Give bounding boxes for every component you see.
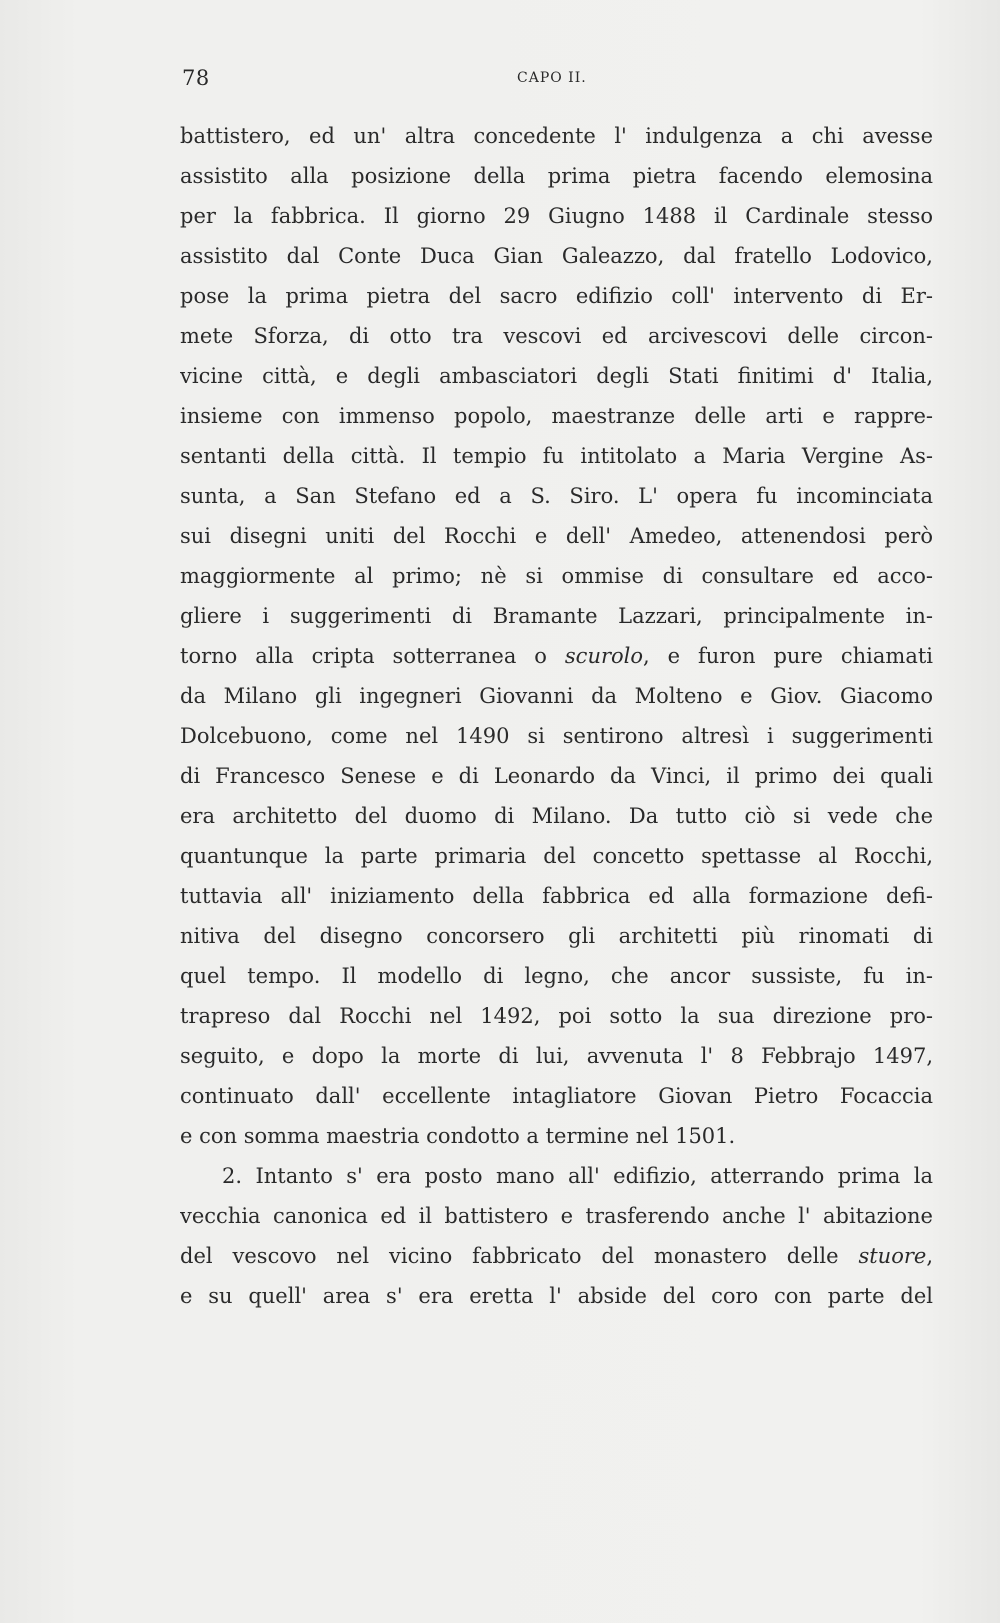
text-line: nitiva del disegno concorsero gli architetti più rinomati di [180,924,933,948]
text-line: insieme con immenso popolo, maestranze delle arti e rappre- [180,404,933,428]
text-line: da Milano gli ingegneri Giovanni da Molteno e Giov. Giacomo [180,684,933,708]
text-line-stuore [180,1236,933,1276]
text-line: e con somma maestria condotto a termine nel 1501. [180,1124,736,1148]
text-line: trapreso dal Rocchi nel 1492, poi sotto la sua direzione pro- [180,1004,933,1028]
text-line: assistito dal Conte Duca Gian Galeazzo, dal fratello Lodovico, [180,244,933,268]
text-line: gliere i suggerimenti di Bramante Lazzari, principalmente in- [180,604,933,628]
text-line: quantunque la parte primaria del concetto spettasse al Rocchi, [180,844,933,868]
text-line: battistero, ed un' altra concedente l' indulgenza a chi avesse [180,124,933,148]
text-line: sunta, a San Stefano ed a S. Siro. L' opera fu incominciata [180,484,933,508]
text-line: vicine città, e degli ambasciatori degli Stati finitimi d' Italia, [180,364,933,388]
text-segment: torno alla cripta sotterranea o [180,644,565,668]
page-header [182,66,932,96]
text-line: quel tempo. Il modello di legno, che ancor sussiste, fu in- [180,964,933,988]
text-segment: del vescovo nel vicino fabbricato del monastero delle [180,1244,859,1268]
text-line: sentanti della città. Il tempio fu intitolato a Maria Vergine As- [180,444,933,468]
text-line: per la fabbrica. Il giorno 29 Giugno 1488 il Cardinale stesso [180,204,933,228]
text-line: seguito, e dopo la morte di lui, avvenuta l' 8 Febbrajo 1497, [180,1044,933,1068]
text-line: era architetto del duomo di Milano. Da tutto ciò si vede che [180,804,933,828]
italic-term-scurolo: scurolo [564,644,644,668]
text-segment: , [926,1244,933,1268]
text-line: pose la prima pietra del sacro edifizio coll' intervento di Er- [180,284,933,308]
text-line: maggiormente al primo; nè si ommise di consultare ed acco- [180,564,933,588]
page-number: 78 [182,66,210,90]
text-line-paragraph-start: 2. Intanto s' era posto mano all' edifizio, atterrando prima la [222,1164,933,1188]
text-line: mete Sforza, di otto tra vescovi ed arcivescovi delle circon- [180,324,933,348]
text-line: di Francesco Senese e di Leonardo da Vinci, il primo dei quali [180,764,933,788]
text-line: vecchia canonica ed il battistero e trasferendo anche l' abitazione [180,1204,933,1228]
text-line: tuttavia all' iniziamento della fabbrica ed alla formazione defi- [180,884,933,908]
text-line: assistito alla posizione della prima pietra facendo elemosina [180,164,933,188]
text-line: continuato dall' eccellente intagliatore Giovan Pietro Focaccia [180,1084,933,1108]
italic-term-stuore: stuore [858,1244,927,1268]
text-segment: , e furon pure chiamati [643,644,933,668]
body-text [180,116,933,1316]
text-line: sui disegni uniti del Rocchi e dell' Amedeo, attenendosi però [180,524,933,548]
text-line-scurolo [180,636,933,676]
text-line: Dolcebuono, come nel 1490 si sentirono altresì i suggerimenti [180,724,933,748]
text-line: e su quell' area s' era eretta l' abside del coro con parte del [180,1284,933,1308]
running-head: CAPO II. [517,70,587,86]
